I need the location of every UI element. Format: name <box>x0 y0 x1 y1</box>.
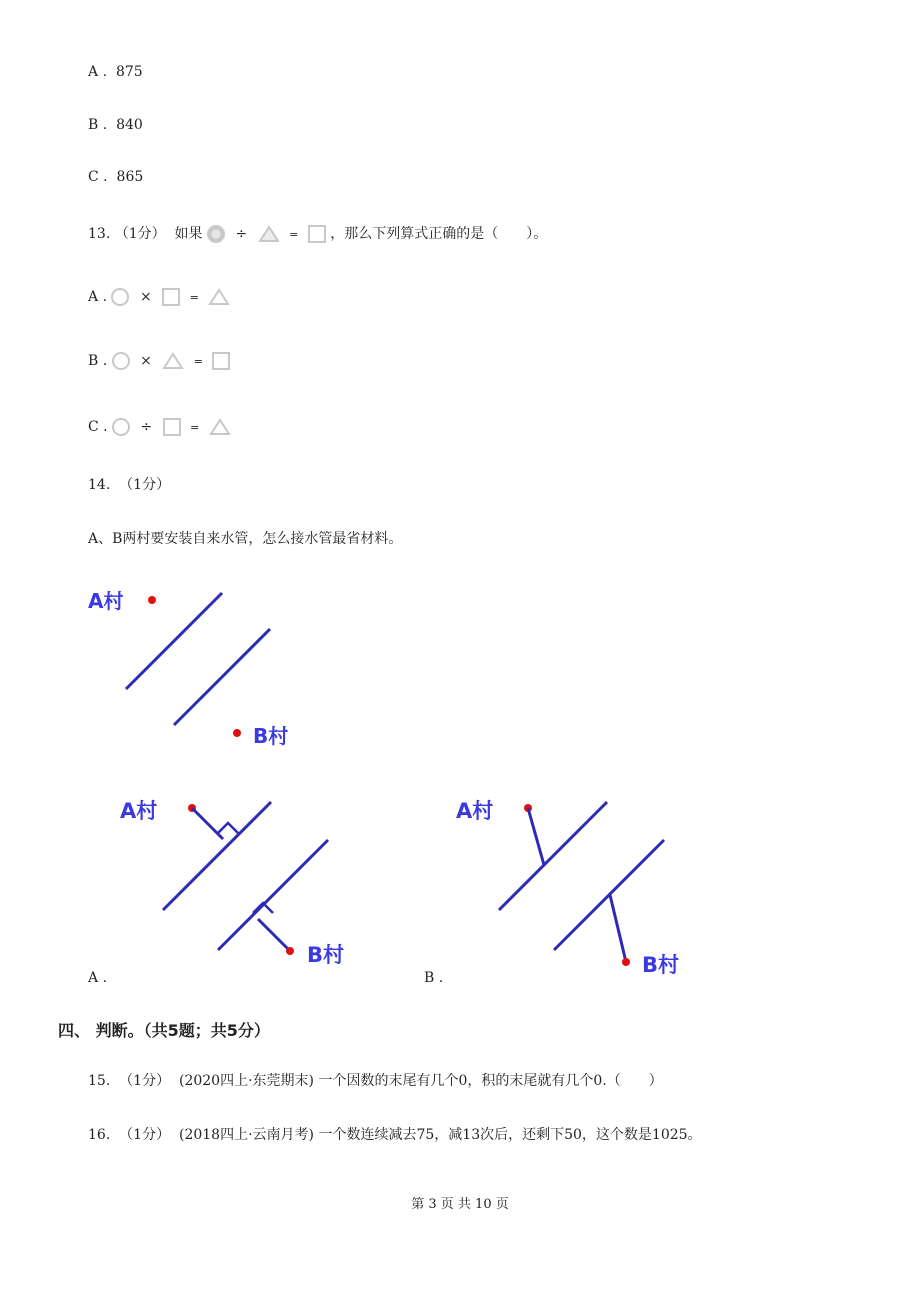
section-4-title: 四、 判断。（共5题；共5分） <box>58 1021 270 1040</box>
question-source: (2018四上·云南月考) <box>179 1127 315 1143</box>
q12-option-c[interactable]: C . 865 <box>88 169 144 185</box>
question-number: 13. <box>88 226 111 242</box>
river-bank-line-2 <box>174 629 270 725</box>
equals-sign: = <box>289 227 299 241</box>
triangle-icon <box>209 418 231 436</box>
square-icon <box>308 225 326 243</box>
circle-icon <box>112 352 130 370</box>
option-letter: A <box>88 64 99 80</box>
option-letter: B <box>424 970 435 986</box>
question-text: 一个因数的末尾有几个0，积的末尾就有几个0.（ ） <box>318 1073 663 1089</box>
q14-main-diagram <box>80 582 320 752</box>
village-a-dot <box>148 596 156 604</box>
question-text: 一个数连续减去75，减13次后，还剩下50，这个数是1025。 <box>318 1127 702 1143</box>
option-value: 865 <box>116 169 144 185</box>
village-b-label: B村 <box>642 953 680 977</box>
q14-option-b-label[interactable]: B . <box>424 970 444 986</box>
question-score: （1分） <box>119 1073 171 1089</box>
pipe-b-perpendicular <box>258 919 290 951</box>
divide-sign: ÷ <box>140 419 153 435</box>
page-footer: 第 3 页 共 10 页 <box>411 1197 509 1212</box>
q14-option-a-diagram[interactable] <box>110 790 370 990</box>
square-icon <box>162 288 180 306</box>
river-bank-line-1 <box>499 802 607 910</box>
pipe-b-slanted <box>610 895 626 962</box>
option-value: 875 <box>115 64 143 80</box>
circle-icon <box>111 288 129 306</box>
village-a-label: A村 <box>88 589 124 613</box>
village-b-dot <box>233 729 241 737</box>
triangle-icon <box>162 352 184 370</box>
option-letter: B <box>88 353 99 369</box>
question-source: (2020四上·东莞期末) <box>179 1073 315 1089</box>
right-angle-mark-b <box>253 903 273 913</box>
right-angle-mark-a <box>218 823 238 833</box>
square-icon <box>212 352 230 370</box>
option-letter: B <box>88 117 99 133</box>
equals-sign: = <box>190 420 200 434</box>
equals-sign: = <box>193 354 203 368</box>
village-b-label: B村 <box>253 724 289 748</box>
option-letter: C <box>88 419 99 435</box>
q13-option-c[interactable]: C . ÷ = <box>88 418 231 436</box>
question-number: 16. <box>88 1127 111 1143</box>
circle-icon <box>207 225 225 243</box>
river-bank-line-1 <box>163 802 271 910</box>
question-score: （1分） <box>119 1127 171 1143</box>
village-b-dot <box>622 958 630 966</box>
multiply-sign: × <box>139 289 152 305</box>
river-bank-line-2 <box>554 840 664 950</box>
pipe-a-perpendicular <box>192 808 223 839</box>
village-a-label: A村 <box>120 799 158 823</box>
question-number: 14. <box>88 477 111 493</box>
village-a-label: A村 <box>456 799 494 823</box>
triangle-icon <box>208 288 230 306</box>
q13-option-a[interactable]: A . × = <box>88 288 230 306</box>
option-value: 840 <box>116 117 143 133</box>
q13-stem <box>88 223 547 243</box>
q16-stem <box>88 1124 702 1144</box>
q14-option-b-diagram[interactable] <box>450 790 700 990</box>
village-b-dot <box>286 947 294 955</box>
river-bank-line-1 <box>126 593 222 689</box>
square-icon <box>163 418 181 436</box>
triangle-icon <box>258 225 280 243</box>
q13-option-b[interactable]: B . × = <box>88 352 230 370</box>
q14-option-a-label[interactable]: A . <box>88 970 108 986</box>
option-letter: A <box>88 289 99 305</box>
question-prefix: 如果 <box>174 226 203 242</box>
q14-stem: A、B两村要安装自来水管，怎么接水管最省材料。 <box>88 531 403 547</box>
multiply-sign: × <box>140 353 152 369</box>
pipe-a-slanted <box>528 808 544 865</box>
option-letter: C <box>88 169 99 185</box>
equals-sign: = <box>189 290 199 304</box>
divide-sign: ÷ <box>235 226 248 242</box>
village-b-label: B村 <box>307 943 345 967</box>
q14-header <box>88 474 170 494</box>
q12-option-b[interactable]: B . 840 <box>88 117 143 133</box>
option-letter: A <box>88 970 99 986</box>
question-number: 15. <box>88 1073 111 1089</box>
q15-stem <box>88 1070 663 1090</box>
circle-icon <box>112 418 130 436</box>
q12-option-a[interactable]: A . 875 <box>88 64 143 80</box>
question-score: （1分） <box>114 226 166 242</box>
question-suffix: ，那么下列算式正确的是（ ）。 <box>330 226 548 242</box>
question-score: （1分） <box>119 477 171 493</box>
